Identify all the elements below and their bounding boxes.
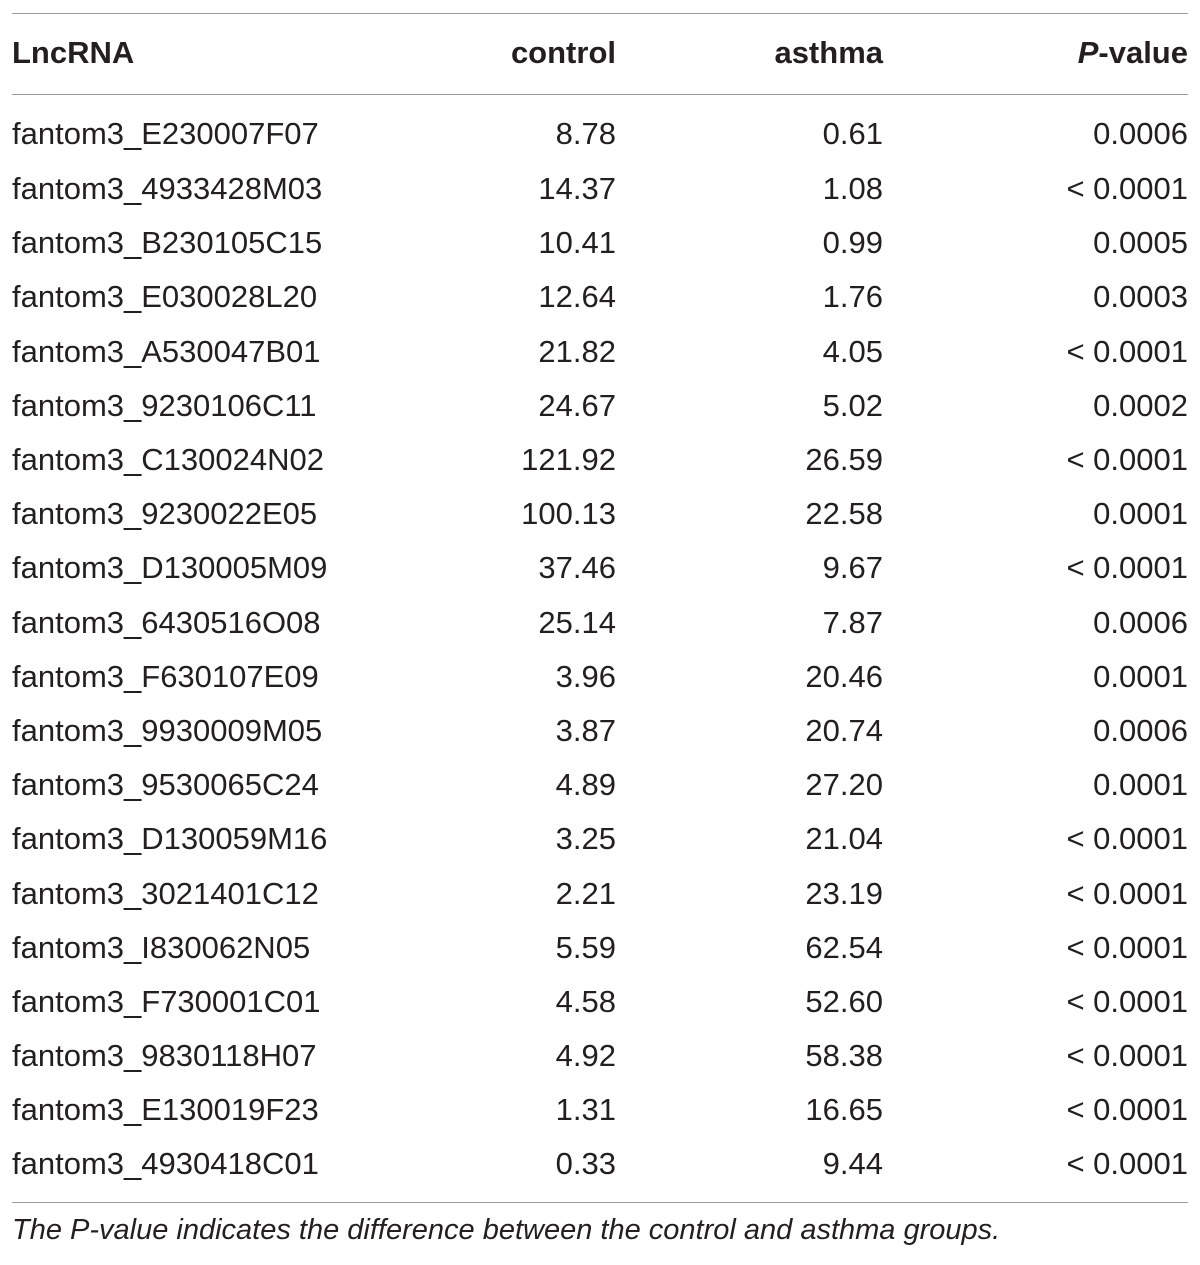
cell-asthma: 52.60: [805, 983, 883, 1019]
cell-pvalue: < 0.0001: [1066, 1038, 1188, 1074]
cell-asthma: 62.54: [805, 929, 883, 965]
col-header-pvalue: [883, 24, 1188, 82]
cell-asthma: 23.19: [805, 875, 883, 911]
cell-control: 4.92: [555, 1038, 616, 1074]
cell-control: 25.14: [538, 604, 616, 640]
cell-asthma: 9.67: [822, 550, 883, 586]
cell-pvalue: < 0.0001: [1066, 333, 1188, 369]
cell-asthma: 4.05: [822, 333, 883, 369]
cell-lncrna: fantom3_9530065C24: [12, 767, 319, 803]
cell-pvalue: < 0.0001: [1066, 171, 1188, 207]
cell-pvalue: 0.0001: [1093, 658, 1188, 694]
cell-asthma: 1.08: [822, 171, 883, 207]
cell-control: 4.58: [555, 983, 616, 1019]
cell-lncrna: fantom3_F630107E09: [12, 658, 319, 694]
table-row: [12, 975, 1188, 1029]
cell-asthma: 26.59: [805, 442, 883, 478]
cell-asthma: 16.65: [805, 1092, 883, 1128]
bottom-rule: [12, 1202, 1188, 1203]
cell-pvalue: 0.0006: [1093, 604, 1188, 640]
cell-asthma: 20.46: [805, 658, 883, 694]
cell-lncrna: fantom3_E230007F07: [12, 116, 319, 151]
col-header-control: control: [510, 35, 616, 70]
table-body: [12, 82, 1188, 1192]
cell-lncrna: fantom3_3021401C12: [12, 875, 319, 911]
table-row: [12, 1137, 1188, 1191]
cell-pvalue: < 0.0001: [1066, 442, 1188, 478]
cell-asthma: 5.02: [822, 387, 883, 423]
cell-control: 8.78: [555, 116, 616, 151]
cell-pvalue: < 0.0001: [1066, 1092, 1188, 1128]
table-row: [12, 1029, 1188, 1083]
table-row: [12, 162, 1188, 216]
top-rule: [12, 13, 1188, 14]
cell-lncrna: fantom3_D130005M09: [12, 550, 328, 586]
cell-lncrna: fantom3_6430516O08: [12, 604, 321, 640]
cell-pvalue: < 0.0001: [1066, 1146, 1188, 1182]
table-row: [12, 866, 1188, 920]
cell-lncrna: fantom3_E130019F23: [12, 1092, 319, 1128]
table-row: [12, 487, 1188, 541]
cell-lncrna: fantom3_9230022E05: [12, 496, 318, 532]
cell-pvalue: < 0.0001: [1066, 929, 1188, 965]
cell-control: 14.37: [538, 171, 616, 207]
cell-control: 24.67: [538, 387, 616, 423]
cell-lncrna: fantom3_9230106C11: [12, 387, 317, 423]
cell-lncrna: fantom3_9830118H07: [12, 1038, 317, 1074]
col-header-pvalue-italic: P: [1077, 35, 1099, 70]
cell-control: 5.59: [555, 929, 616, 965]
cell-control: 100.13: [521, 496, 616, 532]
table-row: [12, 541, 1188, 595]
table-row: [12, 82, 1188, 162]
cell-pvalue: 0.0001: [1093, 767, 1188, 803]
cell-control: 37.46: [538, 550, 616, 586]
cell-control: 3.25: [555, 821, 616, 857]
cell-control: 2.21: [555, 875, 616, 911]
cell-pvalue: 0.0001: [1093, 496, 1188, 532]
cell-asthma: 0.61: [822, 116, 883, 151]
cell-pvalue: < 0.0001: [1066, 821, 1188, 857]
cell-control: 3.96: [555, 658, 616, 694]
table-row: [12, 433, 1188, 487]
cell-pvalue: 0.0002: [1093, 387, 1188, 423]
cell-control: 21.82: [538, 333, 616, 369]
col-header-lncrna: LncRNA: [12, 35, 135, 70]
col-header-pvalue-rest: -value: [1098, 35, 1188, 70]
table-row: [12, 379, 1188, 433]
cell-control: 3.87: [555, 712, 616, 748]
table-row: [12, 650, 1188, 704]
cell-pvalue: < 0.0001: [1066, 983, 1188, 1019]
table-row: [12, 921, 1188, 975]
cell-lncrna: fantom3_F730001C01: [12, 983, 321, 1019]
cell-pvalue: < 0.0001: [1066, 550, 1188, 586]
table-row: [12, 758, 1188, 812]
table-row: [12, 812, 1188, 866]
cell-control: 4.89: [555, 767, 616, 803]
cell-lncrna: fantom3_I830062N05: [12, 929, 311, 965]
cell-asthma: 58.38: [805, 1038, 883, 1074]
cell-asthma: 9.44: [822, 1146, 883, 1182]
table-row: [12, 1083, 1188, 1137]
cell-pvalue: 0.0003: [1093, 279, 1188, 315]
cell-pvalue: 0.0005: [1093, 225, 1188, 261]
cell-asthma: 20.74: [805, 712, 883, 748]
cell-asthma: 7.87: [822, 604, 883, 640]
cell-asthma: 21.04: [805, 821, 883, 857]
cell-lncrna: fantom3_A530047B01: [12, 333, 321, 369]
cell-lncrna: fantom3_4930418C01: [12, 1146, 319, 1182]
lncrna-expression-table: [12, 24, 1188, 1192]
cell-asthma: 22.58: [805, 496, 883, 532]
col-header-asthma: asthma: [774, 35, 883, 70]
cell-control: 12.64: [538, 279, 616, 315]
table-footnote: The P-value indicates the difference between the control and asthma groups.: [12, 1214, 1001, 1246]
table-row: [12, 704, 1188, 758]
cell-pvalue: 0.0006: [1093, 712, 1188, 748]
table-row: [12, 270, 1188, 324]
table-row: [12, 596, 1188, 650]
cell-control: 1.31: [555, 1092, 616, 1128]
cell-control: 121.92: [521, 442, 616, 478]
table-row: [12, 216, 1188, 270]
cell-control: 10.41: [538, 225, 616, 261]
cell-asthma: 0.99: [822, 225, 883, 261]
cell-pvalue: 0.0006: [1093, 116, 1188, 151]
cell-pvalue: < 0.0001: [1066, 875, 1188, 911]
cell-lncrna: fantom3_C130024N02: [12, 442, 324, 478]
cell-lncrna: fantom3_9930009M05: [12, 712, 323, 748]
table-row: [12, 325, 1188, 379]
cell-lncrna: fantom3_E030028L20: [12, 279, 318, 315]
cell-lncrna: fantom3_B230105C15: [12, 225, 323, 261]
cell-lncrna: fantom3_4933428M03: [12, 171, 323, 207]
cell-asthma: 27.20: [805, 767, 883, 803]
cell-lncrna: fantom3_D130059M16: [12, 821, 328, 857]
cell-asthma: 1.76: [822, 279, 883, 315]
header-row: [12, 24, 1188, 82]
cell-control: 0.33: [555, 1146, 616, 1182]
